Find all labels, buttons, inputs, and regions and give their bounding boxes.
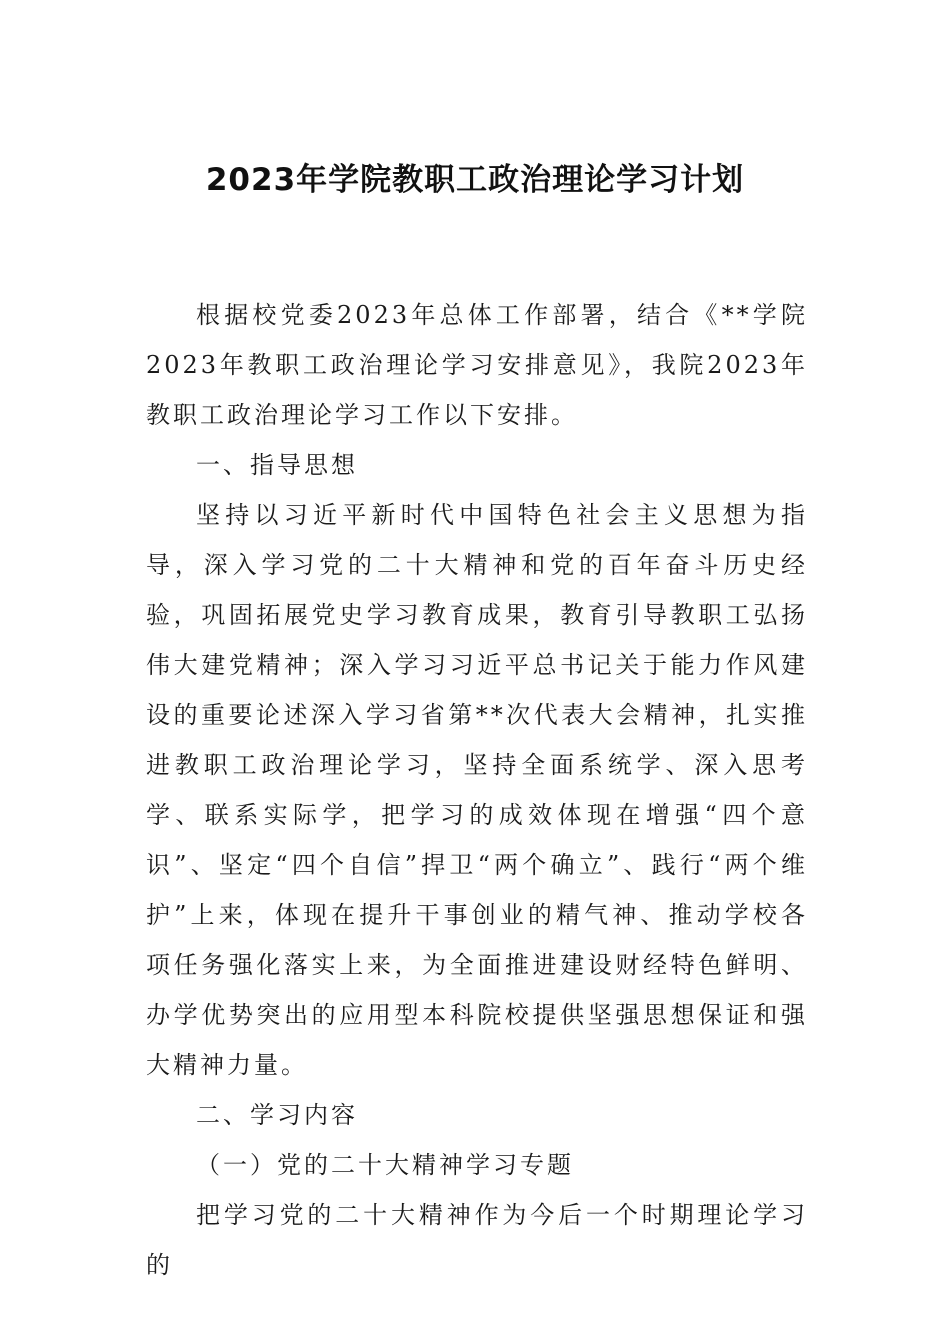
document-body <box>146 290 808 1290</box>
section-heading-study-content: 二、学习内容 <box>196 1101 358 1129</box>
subsection-heading-congress-topic: （一）党的二十大精神学习专题 <box>196 1151 574 1179</box>
paragraph-intro: 根据校党委2023年总体工作部署，结合《**学院2023年教职工政治理论学习安排意见》，我院2023年教职工政治理论学习工作以下安排。 <box>146 301 808 429</box>
paragraph-congress-topic: 把学习党的二十大精神作为今后一个时期理论学习的 <box>146 1201 808 1279</box>
section-heading-guiding-ideology: 一、指导思想 <box>196 451 358 479</box>
paragraph-guiding-ideology: 坚持以习近平新时代中国特色社会主义思想为指导，深入学习党的二十大精神和党的百年奋斗历史经验，巩固拓展党史学习教育成果，教育引导教职工弘扬伟大建党精神；深入学习习近平总书记关于能力作风建设的重要论述深入学习省第**次代表大会精神，扎实推进教职工政治理论学习，坚持全面系统学、深入思考学、联系实际学，把学习的成效体现在增强“四个意识”、坚定“四个自信”捍卫“两个确立”、践行“两个维护”上来，体现在提升干事创业的精气神、推动学校各项任务强化落实上来，为全面推进建设财经特色鲜明、办学优势突出的应用型本科院校提供坚强思想保证和强大精神力量。 <box>146 501 808 1079</box>
document-title: 2023年学院教职工政治理论学习计划 <box>205 162 745 198</box>
